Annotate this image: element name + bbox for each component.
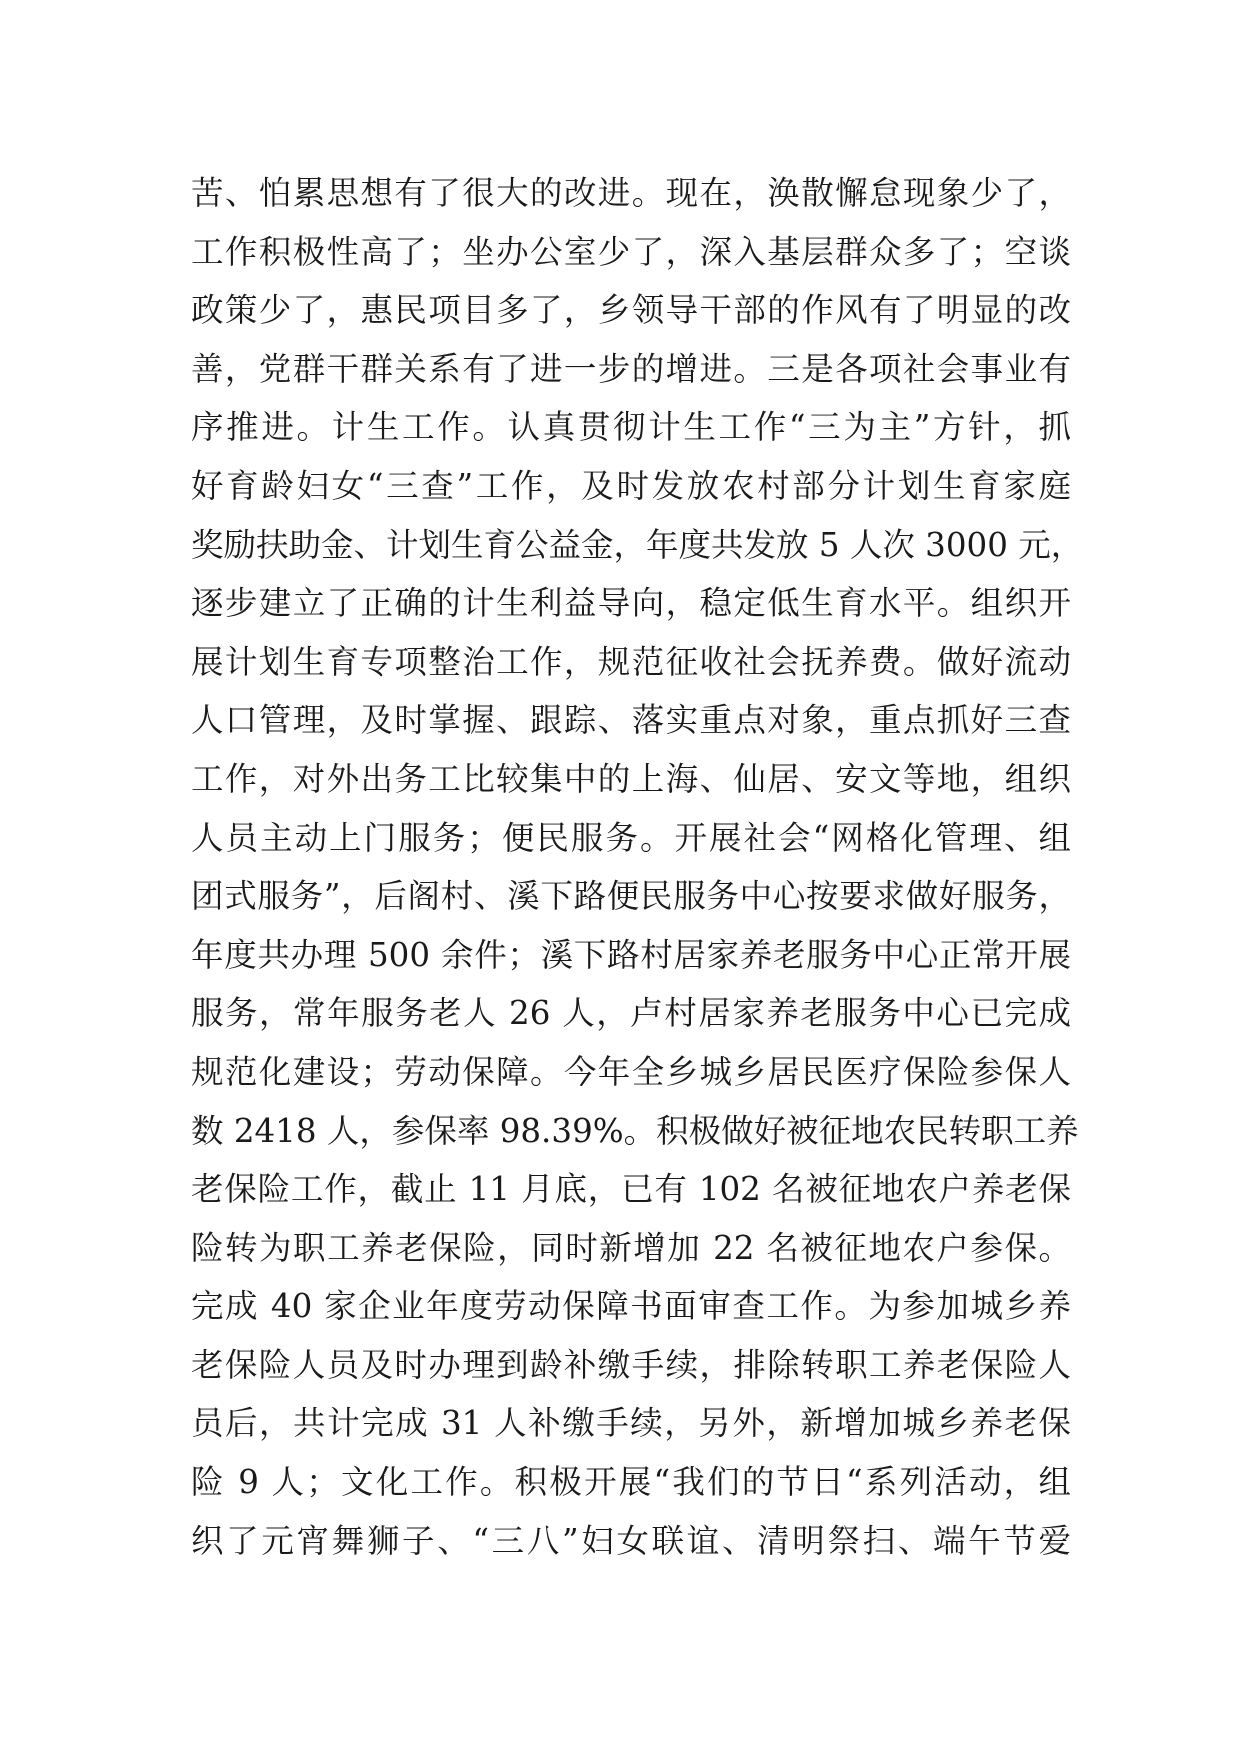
text-line: 规范化建设；劳动保障。今年全乡城乡居民医疗保险参保人 <box>191 1052 1071 1091</box>
text-line: 逐步建立了正确的计生利益导向，稳定低生育水平。组织开 <box>191 584 1071 623</box>
text-line: 团式服务”，后阁村、溪下路便民服务中心按要求做好服务， <box>191 877 1071 916</box>
text-line: 完成 40 家企业年度劳动保障书面审查工作。为参加城乡养 <box>191 1287 1071 1326</box>
text-line: 老保险人员及时办理到龄补缴手续，排除转职工养老保险人 <box>191 1345 1071 1384</box>
text-line: 险 9 人；文化工作。积极开展“我们的节日“系列活动，组 <box>191 1463 1071 1502</box>
text-line: 人口管理，及时掌握、跟踪、落实重点对象，重点抓好三查 <box>191 701 1071 740</box>
text-line: 人员主动上门服务；便民服务。开展社会“网格化管理、组 <box>191 818 1071 857</box>
text-line: 工作，对外出务工比较集中的上海、仙居、安文等地，组织 <box>191 759 1071 798</box>
body-text <box>191 164 1084 1570</box>
text-line: 数 2418 人，参保率 98.39%。积极做好被征地农民转职工养 <box>191 1111 1079 1150</box>
text-line: 老保险工作，截止 11 月底，已有 102 名被征地农户养老保 <box>191 1170 1071 1209</box>
text-line: 工作积极性高了；坐办公室少了，深入基层群众多了；空谈 <box>191 232 1071 271</box>
text-line: 服务，常年服务老人 26 人，卢村居家养老服务中心已完成 <box>191 994 1071 1033</box>
text-line: 险转为职工养老保险，同时新增加 22 名被征地农户参保。 <box>191 1228 1071 1267</box>
text-line: 苦、怕累思想有了很大的改进。现在，涣散懈怠现象少了， <box>191 174 1071 212</box>
text-line: 序推进。计生工作。认真贯彻计生工作“三为主”方针，抓 <box>191 408 1071 447</box>
text-line: 织了元宵舞狮子、“三八”妇女联谊、清明祭扫、端午节爱 <box>191 1521 1071 1560</box>
text-line: 年度共办理 500 余件；溪下路村居家养老服务中心正常开展 <box>191 935 1071 974</box>
text-line: 好育龄妇女“三查”工作，及时发放农村部分计划生育家庭 <box>191 466 1071 505</box>
text-line: 展计划生育专项整治工作，规范征收社会抚养费。做好流动 <box>191 642 1071 681</box>
text-line: 奖励扶助金、计划生育公益金，年度共发放 5 人次 3000 元， <box>191 525 1084 564</box>
text-line: 员后，共计完成 31 人补缴手续，另外，新增加城乡养老保 <box>191 1404 1071 1443</box>
text-line: 善，党群干群关系有了进一步的增进。三是各项社会事业有 <box>191 349 1071 388</box>
text-line: 政策少了，惠民项目多了，乡领导干部的作风有了明显的改 <box>191 291 1071 330</box>
